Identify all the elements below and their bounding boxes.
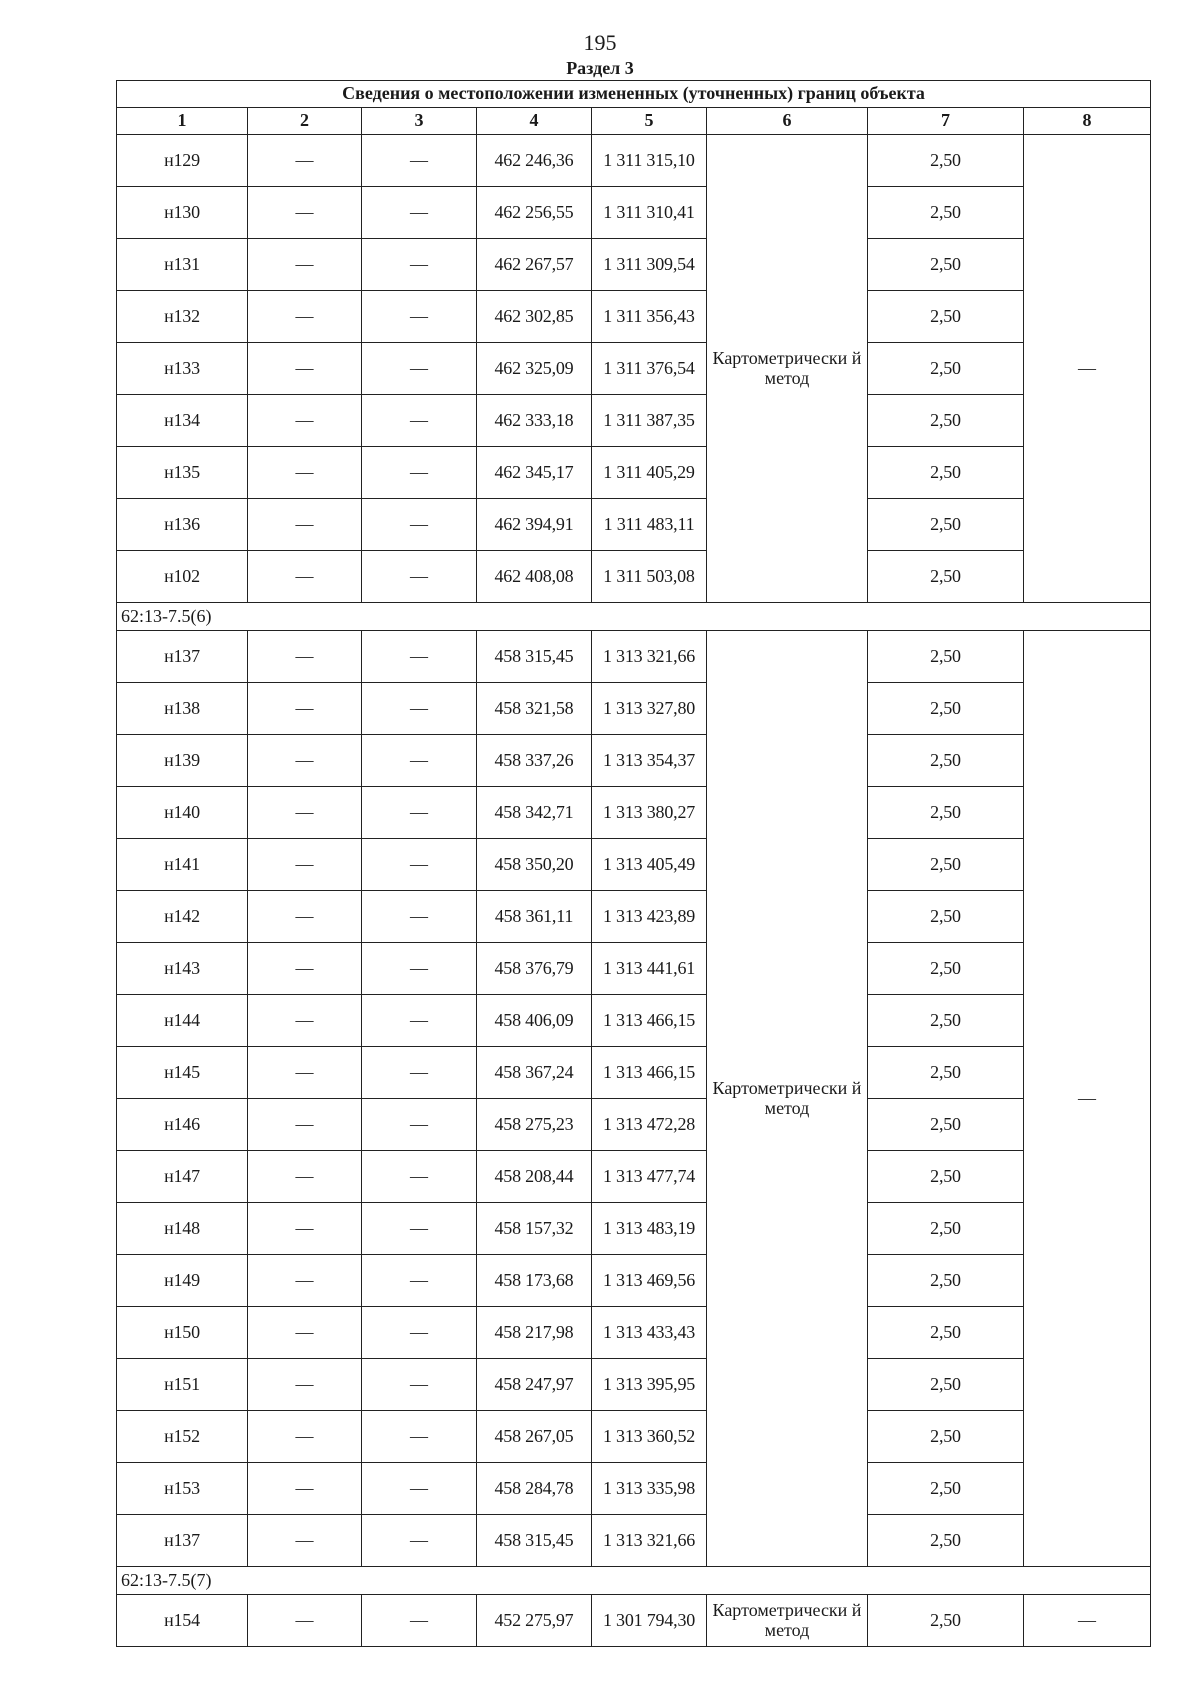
- x-coordinate-cell: 458 315,45: [477, 631, 592, 683]
- accuracy-cell: 2,50: [868, 291, 1024, 343]
- x-coordinate-cell: 458 337,26: [477, 735, 592, 787]
- col3-cell: —: [362, 343, 477, 395]
- col3-cell: —: [362, 1595, 477, 1647]
- accuracy-cell: 2,50: [868, 735, 1024, 787]
- point-name-cell: н137: [117, 631, 248, 683]
- col2-cell: —: [248, 135, 362, 187]
- x-coordinate-cell: 462 408,08: [477, 551, 592, 603]
- col3-cell: —: [362, 1151, 477, 1203]
- point-name-cell: н151: [117, 1359, 248, 1411]
- x-coordinate-cell: 458 406,09: [477, 995, 592, 1047]
- method-cell: Картометрически й метод: [707, 631, 868, 1567]
- accuracy-cell: 2,50: [868, 943, 1024, 995]
- x-coordinate-cell: 452 275,97: [477, 1595, 592, 1647]
- col3-cell: —: [362, 1047, 477, 1099]
- column-header: 5: [592, 108, 707, 135]
- accuracy-cell: 2,50: [868, 1151, 1024, 1203]
- col2-cell: —: [248, 995, 362, 1047]
- point-name-cell: н145: [117, 1047, 248, 1099]
- col2-cell: —: [248, 187, 362, 239]
- y-coordinate-cell: 1 313 327,80: [592, 683, 707, 735]
- col2-cell: —: [248, 395, 362, 447]
- col2-cell: —: [248, 1255, 362, 1307]
- table-row: [117, 1099, 1151, 1151]
- table-row: [117, 1255, 1151, 1307]
- col2-cell: —: [248, 1515, 362, 1567]
- accuracy-cell: 2,50: [868, 995, 1024, 1047]
- accuracy-cell: 2,50: [868, 1411, 1024, 1463]
- table-row: [117, 1411, 1151, 1463]
- table-row: [117, 1595, 1151, 1647]
- col3-cell: —: [362, 187, 477, 239]
- table-row: [117, 1359, 1151, 1411]
- column-header: 6: [707, 108, 868, 135]
- col3-cell: —: [362, 839, 477, 891]
- table-row: [117, 995, 1151, 1047]
- column-header-row: [117, 108, 1151, 135]
- x-coordinate-cell: 458 217,98: [477, 1307, 592, 1359]
- accuracy-cell: 2,50: [868, 1595, 1024, 1647]
- x-coordinate-cell: 458 247,97: [477, 1359, 592, 1411]
- x-coordinate-cell: 458 275,23: [477, 1099, 592, 1151]
- y-coordinate-cell: 1 311 503,08: [592, 551, 707, 603]
- accuracy-cell: 2,50: [868, 683, 1024, 735]
- x-coordinate-cell: 458 321,58: [477, 683, 592, 735]
- y-coordinate-cell: 1 311 376,54: [592, 343, 707, 395]
- accuracy-cell: 2,50: [868, 1359, 1024, 1411]
- col2-cell: —: [248, 499, 362, 551]
- method-cell: Картометрически й метод: [707, 1595, 868, 1647]
- point-name-cell: н136: [117, 499, 248, 551]
- x-coordinate-cell: 458 267,05: [477, 1411, 592, 1463]
- col3-cell: —: [362, 395, 477, 447]
- col2-cell: —: [248, 1047, 362, 1099]
- table-row: [117, 187, 1151, 239]
- col3-cell: —: [362, 551, 477, 603]
- accuracy-cell: 2,50: [868, 1463, 1024, 1515]
- accuracy-cell: 2,50: [868, 447, 1024, 499]
- point-name-cell: н102: [117, 551, 248, 603]
- col2-cell: —: [248, 343, 362, 395]
- point-name-cell: н147: [117, 1151, 248, 1203]
- group-header-row: [117, 1567, 1151, 1595]
- y-coordinate-cell: 1 313 335,98: [592, 1463, 707, 1515]
- accuracy-cell: 2,50: [868, 631, 1024, 683]
- point-name-cell: н133: [117, 343, 248, 395]
- col2-cell: —: [248, 1151, 362, 1203]
- table-caption: Сведения о местоположении измененных (уточненных) границ объекта: [117, 81, 1151, 108]
- y-coordinate-cell: 1 311 387,35: [592, 395, 707, 447]
- y-coordinate-cell: 1 311 405,29: [592, 447, 707, 499]
- y-coordinate-cell: 1 313 321,66: [592, 1515, 707, 1567]
- col2-cell: —: [248, 1307, 362, 1359]
- x-coordinate-cell: 458 361,11: [477, 891, 592, 943]
- accuracy-cell: 2,50: [868, 1515, 1024, 1567]
- y-coordinate-cell: 1 313 433,43: [592, 1307, 707, 1359]
- col3-cell: —: [362, 291, 477, 343]
- point-name-cell: н139: [117, 735, 248, 787]
- y-coordinate-cell: 1 311 310,41: [592, 187, 707, 239]
- y-coordinate-cell: 1 313 466,15: [592, 995, 707, 1047]
- column-header: 3: [362, 108, 477, 135]
- point-name-cell: н148: [117, 1203, 248, 1255]
- column-header: 1: [117, 108, 248, 135]
- col2-cell: —: [248, 1595, 362, 1647]
- y-coordinate-cell: 1 313 405,49: [592, 839, 707, 891]
- col2-cell: —: [248, 1411, 362, 1463]
- table-row: [117, 1463, 1151, 1515]
- x-coordinate-cell: 462 345,17: [477, 447, 592, 499]
- x-coordinate-cell: 462 302,85: [477, 291, 592, 343]
- point-name-cell: н140: [117, 787, 248, 839]
- point-name-cell: н144: [117, 995, 248, 1047]
- point-name-cell: н132: [117, 291, 248, 343]
- x-coordinate-cell: 458 376,79: [477, 943, 592, 995]
- table-row: [117, 447, 1151, 499]
- col2-cell: —: [248, 1099, 362, 1151]
- x-coordinate-cell: 458 315,45: [477, 1515, 592, 1567]
- column-header: 8: [1024, 108, 1151, 135]
- x-coordinate-cell: 458 173,68: [477, 1255, 592, 1307]
- y-coordinate-cell: 1 311 309,54: [592, 239, 707, 291]
- column-header: 2: [248, 108, 362, 135]
- table-row: [117, 943, 1151, 995]
- table-row: [117, 891, 1151, 943]
- accuracy-cell: 2,50: [868, 343, 1024, 395]
- table-row: [117, 1307, 1151, 1359]
- point-name-cell: н138: [117, 683, 248, 735]
- x-coordinate-cell: 458 350,20: [477, 839, 592, 891]
- col3-cell: —: [362, 1255, 477, 1307]
- table-row: [117, 551, 1151, 603]
- table-row: [117, 135, 1151, 187]
- table-row: [117, 631, 1151, 683]
- col3-cell: —: [362, 447, 477, 499]
- point-name-cell: н153: [117, 1463, 248, 1515]
- group-header-row: [117, 603, 1151, 631]
- y-coordinate-cell: 1 313 321,66: [592, 631, 707, 683]
- col3-cell: —: [362, 943, 477, 995]
- x-coordinate-cell: 462 394,91: [477, 499, 592, 551]
- table-row: [117, 239, 1151, 291]
- column-header: 7: [868, 108, 1024, 135]
- accuracy-cell: 2,50: [868, 839, 1024, 891]
- y-coordinate-cell: 1 301 794,30: [592, 1595, 707, 1647]
- accuracy-cell: 2,50: [868, 135, 1024, 187]
- table-row: [117, 1151, 1151, 1203]
- accuracy-cell: 2,50: [868, 1099, 1024, 1151]
- x-coordinate-cell: 458 157,32: [477, 1203, 592, 1255]
- col2-cell: —: [248, 943, 362, 995]
- col2-cell: —: [248, 787, 362, 839]
- col3-cell: —: [362, 1359, 477, 1411]
- col3-cell: —: [362, 1515, 477, 1567]
- col3-cell: —: [362, 1463, 477, 1515]
- boundary-coordinates-table: [116, 80, 1151, 1647]
- column-header: 4: [477, 108, 592, 135]
- point-name-cell: н150: [117, 1307, 248, 1359]
- y-coordinate-cell: 1 311 356,43: [592, 291, 707, 343]
- col2-cell: —: [248, 1203, 362, 1255]
- table-row: [117, 735, 1151, 787]
- col3-cell: —: [362, 787, 477, 839]
- y-coordinate-cell: 1 313 469,56: [592, 1255, 707, 1307]
- point-name-cell: н152: [117, 1411, 248, 1463]
- accuracy-cell: 2,50: [868, 551, 1024, 603]
- point-name-cell: н146: [117, 1099, 248, 1151]
- table-row: [117, 395, 1151, 447]
- point-name-cell: н149: [117, 1255, 248, 1307]
- point-name-cell: н130: [117, 187, 248, 239]
- point-name-cell: н134: [117, 395, 248, 447]
- y-coordinate-cell: 1 313 380,27: [592, 787, 707, 839]
- col8-cell: —: [1024, 135, 1151, 603]
- x-coordinate-cell: 462 333,18: [477, 395, 592, 447]
- y-coordinate-cell: 1 313 472,28: [592, 1099, 707, 1151]
- accuracy-cell: 2,50: [868, 395, 1024, 447]
- page-number: 195: [583, 30, 617, 55]
- col8-cell: —: [1024, 631, 1151, 1567]
- col2-cell: —: [248, 239, 362, 291]
- table-row: [117, 1047, 1151, 1099]
- table-row: [117, 1515, 1151, 1567]
- col2-cell: —: [248, 447, 362, 499]
- col2-cell: —: [248, 1359, 362, 1411]
- x-coordinate-cell: 458 284,78: [477, 1463, 592, 1515]
- col2-cell: —: [248, 683, 362, 735]
- accuracy-cell: 2,50: [868, 1047, 1024, 1099]
- accuracy-cell: 2,50: [868, 787, 1024, 839]
- table-row: [117, 787, 1151, 839]
- col3-cell: —: [362, 239, 477, 291]
- col2-cell: —: [248, 291, 362, 343]
- y-coordinate-cell: 1 313 360,52: [592, 1411, 707, 1463]
- col3-cell: —: [362, 891, 477, 943]
- point-name-cell: н131: [117, 239, 248, 291]
- point-name-cell: н141: [117, 839, 248, 891]
- x-coordinate-cell: 462 267,57: [477, 239, 592, 291]
- point-name-cell: н154: [117, 1595, 248, 1647]
- col2-cell: —: [248, 735, 362, 787]
- y-coordinate-cell: 1 313 354,37: [592, 735, 707, 787]
- col3-cell: —: [362, 683, 477, 735]
- point-name-cell: н135: [117, 447, 248, 499]
- group-label: 62:13-7.5(6): [117, 603, 1151, 631]
- method-cell: Картометрически й метод: [707, 135, 868, 603]
- accuracy-cell: 2,50: [868, 1255, 1024, 1307]
- y-coordinate-cell: 1 313 483,19: [592, 1203, 707, 1255]
- table-row: [117, 499, 1151, 551]
- x-coordinate-cell: 458 367,24: [477, 1047, 592, 1099]
- x-coordinate-cell: 462 246,36: [477, 135, 592, 187]
- point-name-cell: н142: [117, 891, 248, 943]
- y-coordinate-cell: 1 313 423,89: [592, 891, 707, 943]
- col3-cell: —: [362, 1203, 477, 1255]
- y-coordinate-cell: 1 311 315,10: [592, 135, 707, 187]
- accuracy-cell: 2,50: [868, 499, 1024, 551]
- y-coordinate-cell: 1 313 441,61: [592, 943, 707, 995]
- x-coordinate-cell: 462 325,09: [477, 343, 592, 395]
- table-row: [117, 683, 1151, 735]
- accuracy-cell: 2,50: [868, 239, 1024, 291]
- y-coordinate-cell: 1 313 477,74: [592, 1151, 707, 1203]
- accuracy-cell: 2,50: [868, 1203, 1024, 1255]
- col2-cell: —: [248, 1463, 362, 1515]
- table-row: [117, 839, 1151, 891]
- col2-cell: —: [248, 891, 362, 943]
- col3-cell: —: [362, 135, 477, 187]
- col3-cell: —: [362, 631, 477, 683]
- table-row: [117, 1203, 1151, 1255]
- section-title: Раздел 3: [566, 58, 634, 78]
- y-coordinate-cell: 1 313 466,15: [592, 1047, 707, 1099]
- col3-cell: —: [362, 1307, 477, 1359]
- col3-cell: —: [362, 499, 477, 551]
- col3-cell: —: [362, 1099, 477, 1151]
- accuracy-cell: 2,50: [868, 1307, 1024, 1359]
- x-coordinate-cell: 458 342,71: [477, 787, 592, 839]
- group-label: 62:13-7.5(7): [117, 1567, 1151, 1595]
- point-name-cell: н137: [117, 1515, 248, 1567]
- col2-cell: —: [248, 551, 362, 603]
- col3-cell: —: [362, 735, 477, 787]
- col3-cell: —: [362, 1411, 477, 1463]
- col2-cell: —: [248, 839, 362, 891]
- point-name-cell: н143: [117, 943, 248, 995]
- col8-cell: —: [1024, 1595, 1151, 1647]
- point-name-cell: н129: [117, 135, 248, 187]
- accuracy-cell: 2,50: [868, 891, 1024, 943]
- table-row: [117, 291, 1151, 343]
- col2-cell: —: [248, 631, 362, 683]
- col3-cell: —: [362, 995, 477, 1047]
- y-coordinate-cell: 1 313 395,95: [592, 1359, 707, 1411]
- x-coordinate-cell: 458 208,44: [477, 1151, 592, 1203]
- accuracy-cell: 2,50: [868, 187, 1024, 239]
- y-coordinate-cell: 1 311 483,11: [592, 499, 707, 551]
- table-row: [117, 343, 1151, 395]
- x-coordinate-cell: 462 256,55: [477, 187, 592, 239]
